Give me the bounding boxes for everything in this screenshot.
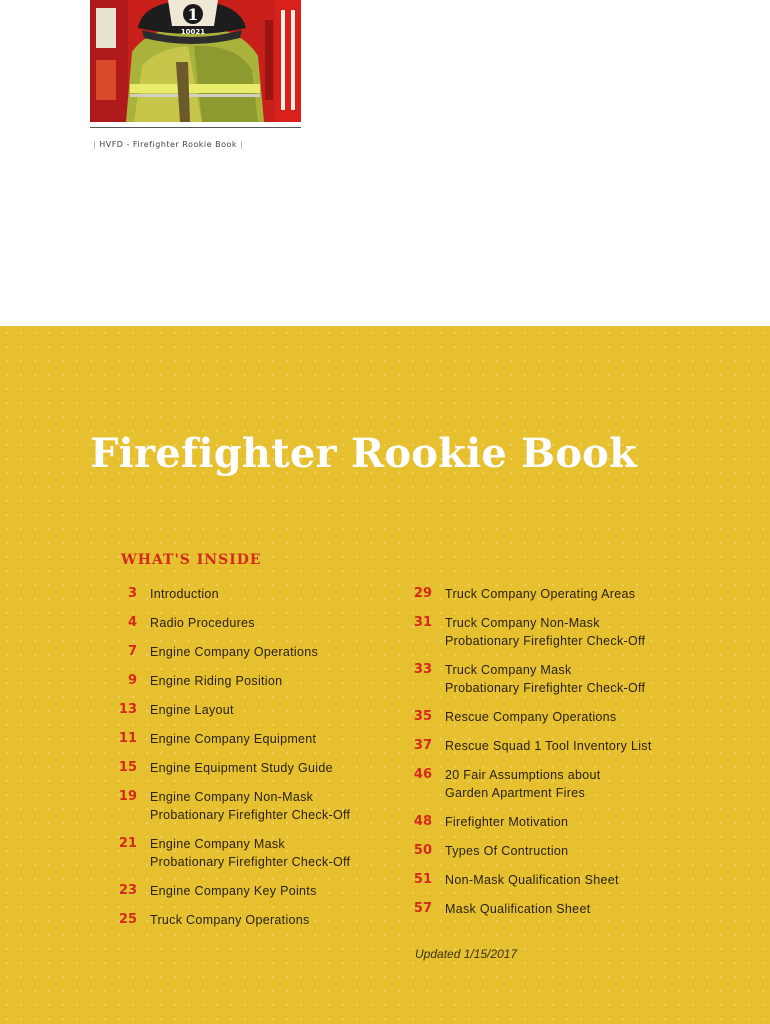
toc-entry-label: Truck Company Operations [150,913,310,927]
toc-entry-label: Truck Company Non-Mask Probationary Firefighter Check-Off [445,616,646,648]
toc-column-right [405,585,705,929]
toc-item [405,661,705,697]
toc-item [405,871,705,889]
toc-entry-label: Rescue Squad 1 Tool Inventory List [445,739,652,753]
toc-page-number: 21 [118,836,137,851]
toc-entry-label: Introduction [150,587,219,601]
toc-entry-label: Engine Layout [150,703,234,717]
helmet-shield-text: 10021 [180,28,206,36]
toc-entry-label: Rescue Company Operations [445,710,617,724]
toc-entry-label: Engine Company Equipment [150,732,317,746]
toc-entry-label: Truck Company Mask Probationary Firefighter Check-Off [445,663,646,695]
toc-item [405,766,705,802]
toc-entry-label: 20 Fair Assumptions about Garden Apartment Fires [445,768,601,800]
toc-entry-label: Engine Company Operations [150,645,319,659]
toc-page-number: 46 [413,767,432,782]
toc-item [110,701,400,719]
toc-page-number: 13 [118,702,137,717]
photo-caption-text: HVFD - Firefighter Rookie Book [99,140,237,149]
toc-entry-label: Truck Company Operating Areas [445,587,636,601]
toc-page-number: 23 [118,883,137,898]
toc-page-number: 48 [413,814,432,829]
toc-page-number: 7 [127,644,137,659]
toc-entry-label: Radio Procedures [150,616,255,630]
toc-entry-label: Firefighter Motivation [445,815,569,829]
whats-inside-heading: WHAT'S INSIDE [121,552,262,568]
toc-page-number: 33 [413,662,432,677]
toc-item [110,730,400,748]
toc-column-left [110,585,400,940]
toc-page-number: 35 [413,709,432,724]
photo-divider [90,127,301,128]
toc-page-number: 29 [413,586,432,601]
toc-page-number: 19 [118,789,137,804]
toc-entry-label: Engine Company Key Points [150,884,317,898]
toc-entry-label: Engine Riding Position [150,674,283,688]
toc-item [405,900,705,918]
helmet-number: 1 [187,5,199,24]
photo-caption: | HVFD - Firefighter Rookie Book | [93,140,244,149]
toc-item [110,585,400,603]
toc-item [110,911,400,929]
toc-page-number: 57 [413,901,432,916]
toc-page-number: 15 [118,760,137,775]
toc-item [405,842,705,860]
toc-item [405,737,705,755]
toc-entry-label: Engine Company Mask Probationary Firefighter Check-Off [150,837,351,869]
toc-item [110,614,400,632]
toc-page-number: 11 [118,731,137,746]
toc-item [110,672,400,690]
toc-entry-label: Engine Company Non-Mask Probationary Firefighter Check-Off [150,790,351,822]
toc-item [110,759,400,777]
toc-item [110,835,400,871]
toc-page-number: 50 [413,843,432,858]
toc-item [405,614,705,650]
toc-item [405,813,705,831]
toc-page-number: 37 [413,738,432,753]
toc-page-number: 31 [413,615,432,630]
toc-entry-label: Engine Equipment Study Guide [150,761,333,775]
updated-date: Updated 1/15/2017 [415,947,518,961]
toc-entry-label: Non-Mask Qualification Sheet [445,873,619,887]
toc-page-number: 9 [127,673,137,688]
toc-entry-label: Types Of Contruction [445,844,569,858]
toc-page-number: 3 [127,586,137,601]
toc-page-number: 51 [413,872,432,887]
toc-item [110,643,400,661]
cover-photo-firefighter [90,0,301,122]
toc-item [110,788,400,824]
toc-item [405,585,705,603]
toc-page-number: 25 [118,912,137,927]
toc-page-number: 4 [127,615,137,630]
toc-entry-label: Mask Qualification Sheet [445,902,591,916]
page-title: Firefighter Rookie Book [90,430,637,477]
toc-item [405,708,705,726]
toc-item [110,882,400,900]
